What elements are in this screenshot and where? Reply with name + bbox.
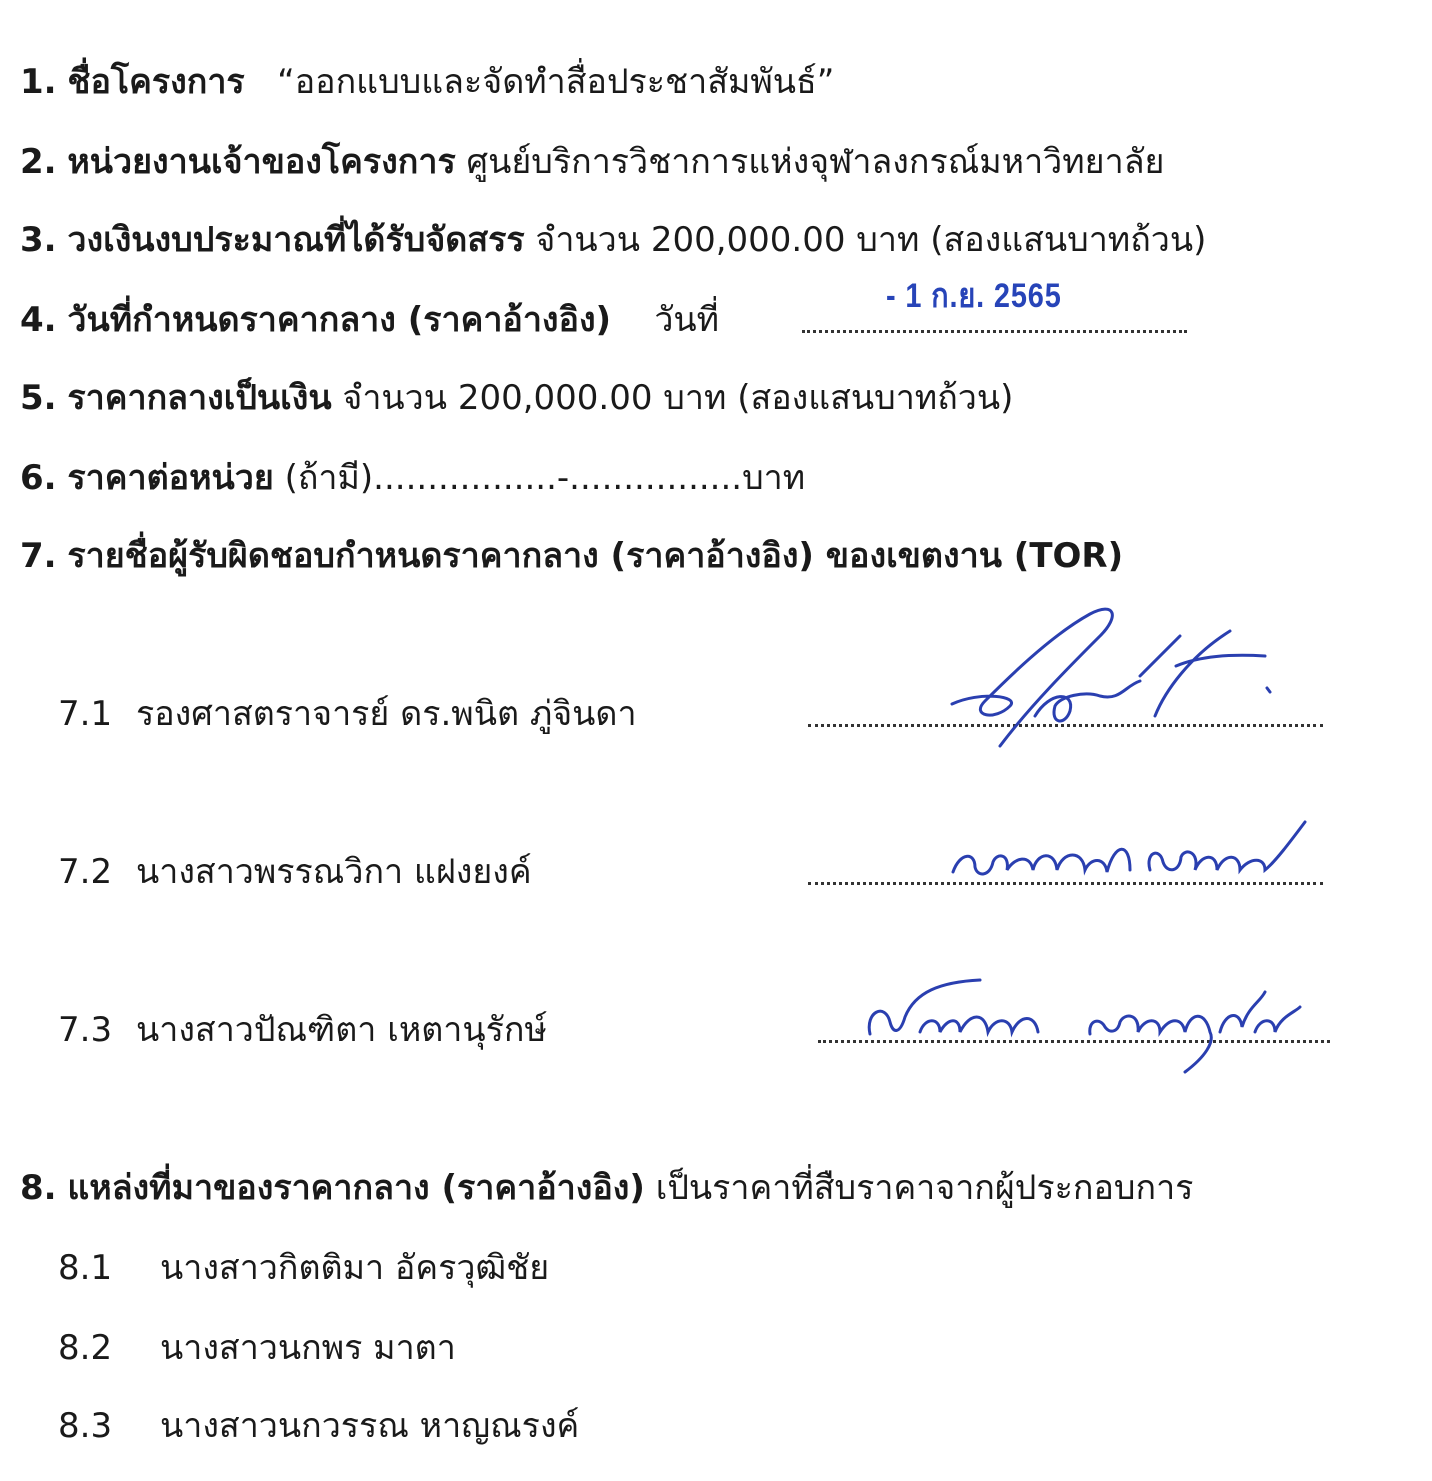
item-label: ชื่อโครงการ [67,62,245,102]
item-unit-price: 6. ราคาต่อหน่วย (ถ้ามี).................-................บาท [20,458,806,498]
responsible-name: นางสาวปัณฑิตา เหตานุรักษ์ [136,1010,547,1050]
item-label: ราคากลางเป็นเงิน [67,378,332,418]
item-label: วันที่กำหนดราคากลาง (ราคาอ้างอิง) [67,300,612,340]
responsible-row-1: 7.1 รองศาสตราจารย์ ดร.พนิต ภู่จินดา [58,694,637,734]
item-project-name: 1. ชื่อโครงการ “ออกแบบและจัดทำสื่อประชาสัมพันธ์” [20,62,835,102]
item-label: วงเงินงบประมาณที่ได้รับจัดสรร [67,220,525,260]
item-label: ราคาต่อหน่วย [67,458,274,498]
item-value: เป็นราคาที่สืบราคาจากผู้ประกอบการ [655,1168,1194,1208]
source-name: นางสาวนกวรรณ หาญณรงค์ [160,1406,580,1446]
item-value: จำนวน 200,000.00 บาท (สองแสนบาทถ้วน) [342,378,1014,418]
responsible-row-3: 7.3 นางสาวปัณฑิตา เหตานุรักษ์ [58,1010,547,1050]
item-reference-date: 4. วันที่กำหนดราคากลาง (ราคาอ้างอิง) วันที่ [20,300,720,340]
date-stamp: - 1 ก.ย. 2565 [886,277,1062,315]
responsible-name: รองศาสตราจารย์ ดร.พนิต ภู่จินดา [136,694,637,734]
item-label: แหล่งที่มาของราคากลาง (ราคาอ้างอิง) [67,1168,645,1208]
item-value: วันที่ [654,300,720,340]
source-row-2: 8.2 นางสาวนกพร มาตา [58,1328,456,1368]
item-value: จำนวน 200,000.00 บาท (สองแสนบาทถ้วน) [535,220,1207,260]
item-median-price: 5. ราคากลางเป็นเงิน จำนวน 200,000.00 บาท (สองแสนบาทถ้วน) [20,378,1014,418]
item-value: (ถ้ามี).................-................บาท [284,458,806,498]
responsible-name: นางสาวพรรณวิกา แฝงยงค์ [136,852,532,892]
item-value: ศูนย์บริการวิชาการแห่งจุฬาลงกรณ์มหาวิทยาลัย [466,142,1165,182]
signature-7-1 [940,596,1290,766]
signature-7-3 [860,972,1320,1072]
item-budget: 3. วงเงินงบประมาณที่ได้รับจัดสรร จำนวน 200,000.00 บาท (สองแสนบาทถ้วน) [20,220,1207,260]
date-dotted-line [802,330,1187,333]
item-value: “ออกแบบและจัดทำสื่อประชาสัมพันธ์” [277,62,835,102]
item-price-source: 8. แหล่งที่มาของราคากลาง (ราคาอ้างอิง) เป็นราคาที่สืบราคาจากผู้ประกอบการ [20,1168,1194,1208]
item-owner-unit: 2. หน่วยงานเจ้าของโครงการ ศูนย์บริการวิชาการแห่งจุฬาลงกรณ์มหาวิทยาลัย [20,142,1165,182]
source-row-1: 8.1 นางสาวกิตติมา อัครวุฒิชัย [58,1248,550,1288]
source-name: นางสาวนกพร มาตา [160,1328,456,1368]
signature-7-2 [945,812,1315,892]
item-label: หน่วยงานเจ้าของโครงการ [67,142,456,182]
item-responsible-heading: 7. รายชื่อผู้รับผิดชอบกำหนดราคากลาง (ราคาอ้างอิง) ของเขตงาน (TOR) [20,536,1124,576]
responsible-row-2: 7.2 นางสาวพรรณวิกา แฝงยงค์ [58,852,532,892]
item-label: รายชื่อผู้รับผิดชอบกำหนดราคากลาง (ราคาอ้างอิง) ของเขตงาน (TOR) [67,536,1124,576]
source-row-3: 8.3 นางสาวนกวรรณ หาญณรงค์ [58,1406,580,1446]
source-name: นางสาวกิตติมา อัครวุฒิชัย [160,1248,550,1288]
